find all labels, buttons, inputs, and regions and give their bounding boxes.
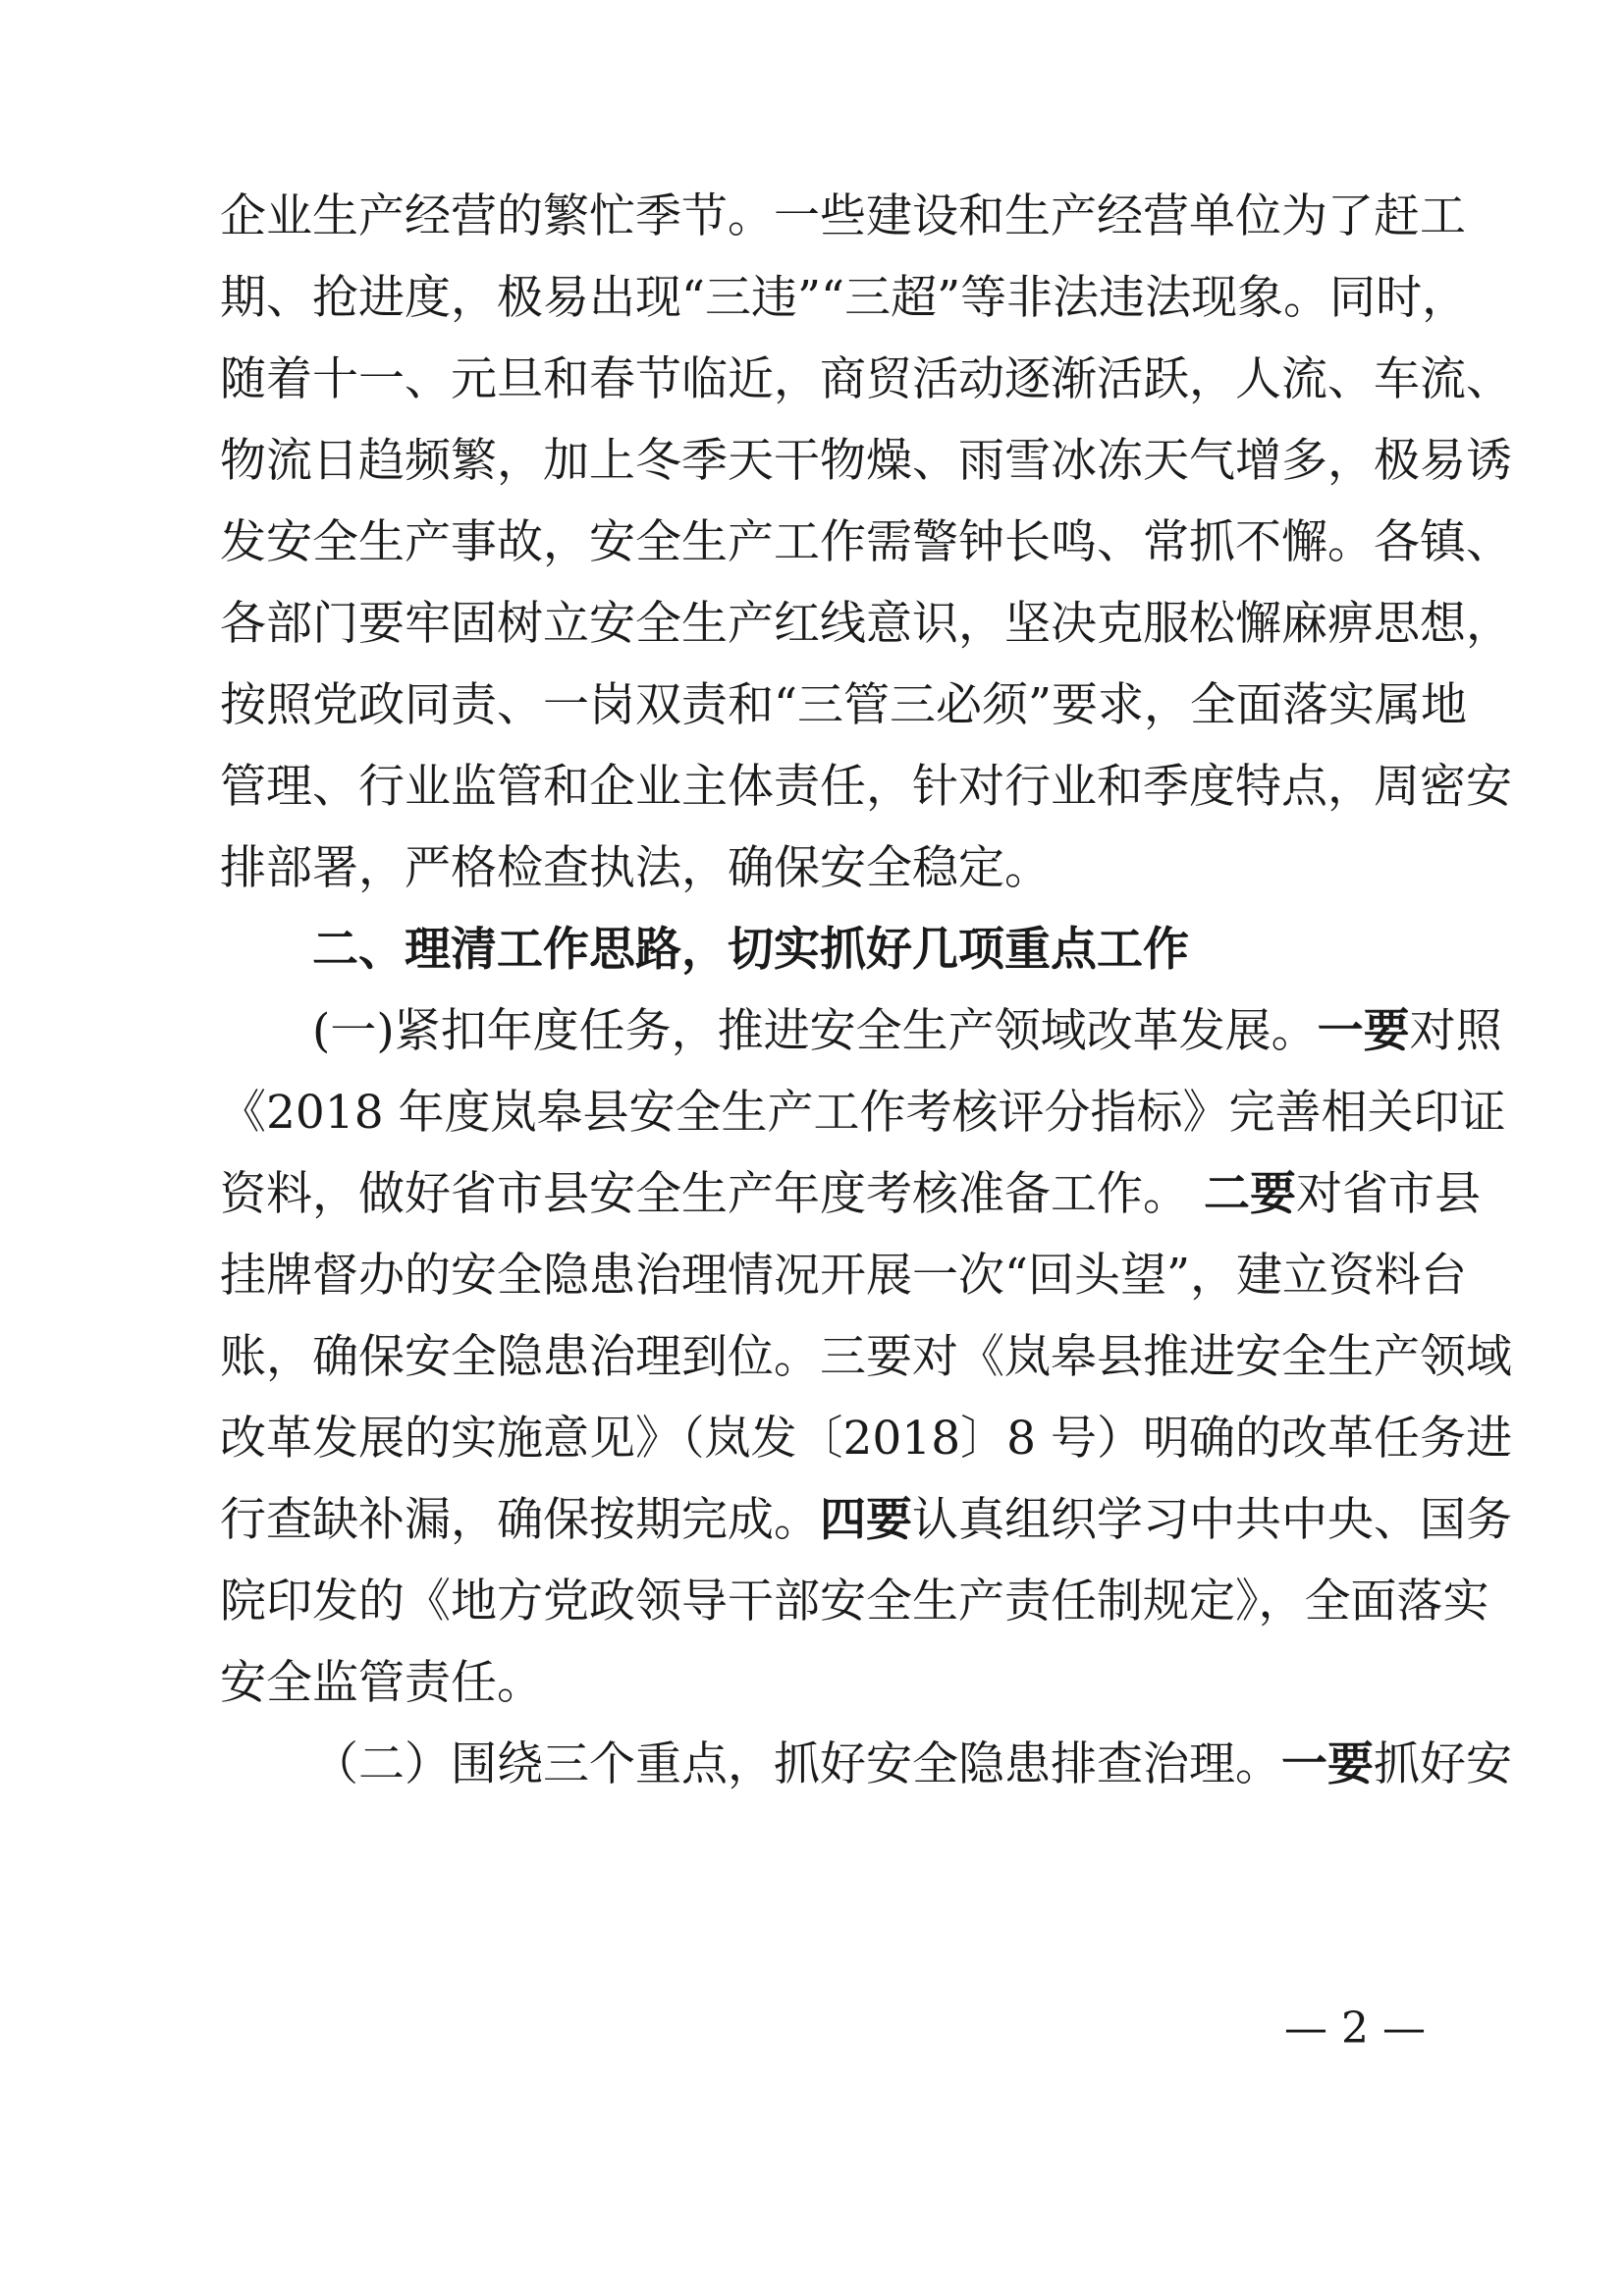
text-run: 资料，做好省市县安全生产年度考核准备工作。 bbox=[220, 1167, 1204, 1221]
subsection-title: （二）围绕三个重点，抓好安全隐患排查治理。 bbox=[312, 1737, 1281, 1791]
text-run: 对照 bbox=[1409, 1004, 1502, 1058]
body-line: 改革发展的实施意见》（岚发〔2018〕8 号）明确的改革任务进 bbox=[220, 1412, 1512, 1466]
body-line: 各部门要牢固树立安全生产红线意识，坚决克服松懈麻痹思想， bbox=[220, 597, 1512, 651]
emphasis: 一要 bbox=[1281, 1737, 1374, 1791]
body-line: 企业生产经营的繁忙季节。一些建设和生产经营单位为了赶工 bbox=[220, 189, 1466, 243]
body-line: 排部署，严格检查执法，确保安全稳定。 bbox=[220, 841, 1051, 895]
emphasis: 二要 bbox=[1203, 1167, 1296, 1221]
body-line: 安全监管责任。 bbox=[220, 1656, 543, 1710]
body-line: 管理、行业监管和企业主体责任，针对行业和季度特点，周密安 bbox=[220, 760, 1512, 814]
page-number: — 2 — bbox=[1284, 2003, 1426, 2054]
text-run: 抓好安 bbox=[1374, 1737, 1512, 1791]
body-line: 发安全生产事故，安全生产工作需警钟长鸣、常抓不懈。各镇、 bbox=[220, 515, 1512, 569]
body-line: 挂牌督办的安全隐患治理情况开展一次“回头望”，建立资料台 bbox=[220, 1249, 1468, 1303]
body-line: 期、抢进度，极易出现“三违”“三超”等非法违法现象。同时， bbox=[220, 271, 1469, 325]
body-line bbox=[220, 1481, 1512, 1560]
body-line: 《2018 年度岚皋县安全生产工作考核评分指标》完善相关印证 bbox=[220, 1086, 1506, 1140]
body-line: 随着十一、元旦和春节临近，商贸活动逐渐活跃，人流、车流、 bbox=[220, 352, 1512, 406]
subsection-title: (一)紧扣年度任务，推进安全生产领域改革发展。 bbox=[312, 1004, 1318, 1058]
body-line: 按照党政同责、一岗双责和“三管三必须”要求，全面落实属地 bbox=[220, 678, 1468, 732]
body-line bbox=[220, 1155, 1481, 1234]
body-line bbox=[312, 992, 1502, 1071]
body-line: 物流日趋频繁，加上冬季天干物燥、雨雪冰冻天气增多，极易诱 bbox=[220, 434, 1512, 488]
body-line bbox=[312, 1726, 1512, 1804]
body-line: 院印发的《地方党政领导干部安全生产责任制规定》，全面落实 bbox=[220, 1575, 1489, 1629]
emphasis: 四要 bbox=[820, 1493, 912, 1547]
emphasis: 一要 bbox=[1317, 1004, 1410, 1058]
section-heading: 二、理清工作思路，切实抓好几项重点工作 bbox=[312, 923, 1189, 977]
body-line: 账，确保安全隐患治理到位。三要对《岚皋县推进安全生产领域 bbox=[220, 1330, 1512, 1384]
text-run: 行查缺补漏，确保按期完成。 bbox=[220, 1493, 820, 1547]
text-run: 认真组织学习中共中央、国务 bbox=[912, 1493, 1512, 1547]
text-run: 对省市县 bbox=[1295, 1167, 1481, 1221]
